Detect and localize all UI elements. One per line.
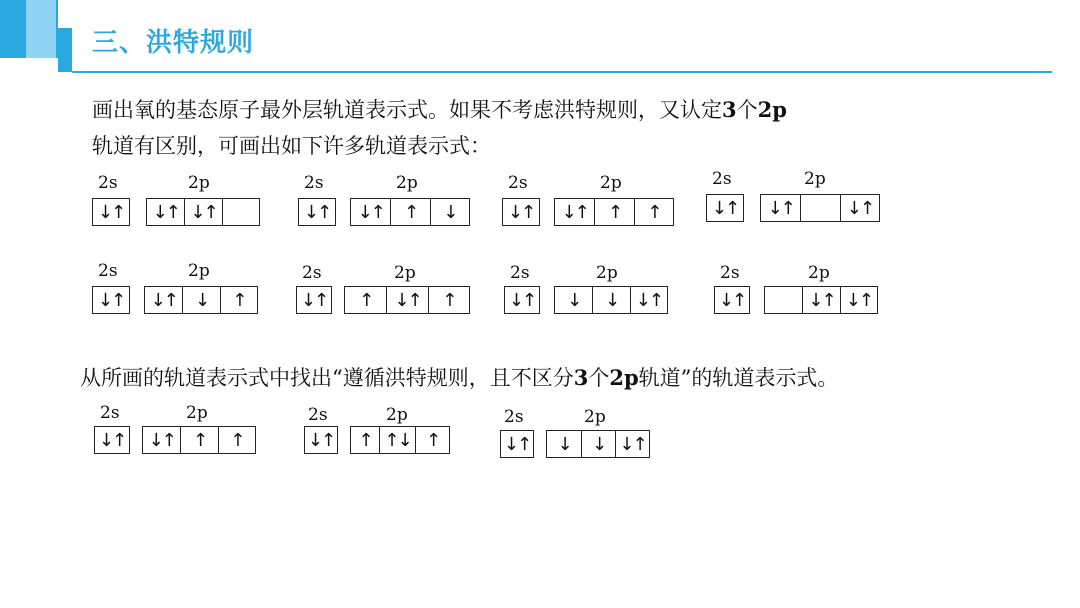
orbital-cell-2p-1: ↓↑ (152, 201, 179, 223)
label-2p: 2p (804, 169, 826, 189)
orbital-cell-2p-1: ↓ (567, 289, 581, 311)
orbital-box-2p (760, 194, 880, 222)
orbital-box-2s (298, 198, 336, 226)
orbital-cell-2p-2 (800, 195, 839, 221)
orbital-cell-2s: ↓↑ (300, 289, 328, 311)
orbital-box-2s (94, 426, 130, 454)
intro-number: 3 (722, 97, 737, 122)
orbital-cell-2s: ↓↑ (307, 429, 335, 451)
question-text-e: 轨道”的轨道表示式。 (638, 366, 839, 390)
header-accent-light (26, 0, 56, 58)
orbital-box-2s (504, 286, 540, 314)
orbital-cell-2p-1 (765, 287, 802, 313)
orbital-box-2p (350, 426, 450, 454)
label-2s: 2s (510, 263, 530, 283)
orbital-box-2s (502, 198, 540, 226)
orbital-box-2p (554, 286, 668, 314)
orbital-box-2s (304, 426, 338, 454)
label-2s: 2s (504, 407, 524, 427)
orbital-cell-2p-2: ↓↑ (184, 199, 221, 225)
orbital-cell-2s: ↓↑ (711, 197, 739, 219)
orbital-cell-2p-3: ↓↑ (840, 287, 877, 313)
orbital-cell-2p-3: ↑ (428, 287, 469, 313)
intro-line-1 (92, 96, 787, 124)
orbital-box-2p (546, 430, 650, 458)
orbital-cell-2p-2: ↓ (592, 287, 629, 313)
orbital-box-2p (146, 198, 260, 226)
orbital-cell-2p-3: ↑ (220, 287, 257, 313)
orbital-cell-2s: ↓↑ (98, 429, 126, 451)
orbital-box-2s (92, 198, 130, 226)
orbital-cell-2s: ↓↑ (508, 289, 536, 311)
question-measure: 个 (588, 366, 610, 390)
label-2s: 2s (100, 403, 120, 423)
orbital-cell-2p-3: ↓↑ (630, 287, 667, 313)
label-2s: 2s (712, 169, 732, 189)
orbital-cell-2p-1: ↓↑ (148, 429, 175, 451)
label-2p: 2p (186, 403, 208, 423)
orbital-box-2s (296, 286, 332, 314)
orbital-cell-2p-3: ↑ (415, 427, 449, 453)
section-title: 三、洪特规则 (92, 28, 255, 58)
orbital-cell-2p-2: ↑ (390, 199, 429, 225)
orbital-cell-2s: ↓↑ (303, 201, 331, 223)
orbital-cell-2p-3 (222, 199, 259, 225)
orbital-box-2p (554, 198, 674, 226)
orbital-cell-2p-3: ↑ (218, 427, 255, 453)
title-underline (72, 71, 1052, 73)
orbital-cell-2p-1: ↓↑ (357, 201, 384, 223)
orbital-cell-2p-2: ↓ (182, 287, 219, 313)
intro-measure: 个 (736, 98, 758, 122)
orbital-cell-2p-1: ↑ (359, 289, 373, 311)
orbital-cell-2p-1: ↓↑ (767, 197, 794, 219)
orbital-cell-2p-3: ↑ (634, 199, 673, 225)
orbital-cell-2p-1: ↓↑ (561, 201, 588, 223)
label-2s: 2s (304, 173, 324, 193)
orbital-cell-2p-3: ↓ (430, 199, 469, 225)
orbital-cell-2p-2: ↑ (180, 427, 217, 453)
orbital-cell-2p-1: ↓↑ (150, 289, 177, 311)
label-2p: 2p (188, 173, 210, 193)
question-orbital: 2p (609, 365, 639, 390)
label-2p: 2p (396, 173, 418, 193)
orbital-box-2p (350, 198, 470, 226)
orbital-box-2p (144, 286, 258, 314)
orbital-cell-2p-1: ↑ (358, 429, 372, 451)
question-text-a: 从所画的轨道表示式中找出“遵循洪特规则，且不区分 (80, 366, 574, 390)
label-2s: 2s (302, 263, 322, 283)
orbital-cell-2s: ↓↑ (507, 201, 535, 223)
orbital-cell-2p-2: ↓↑ (802, 287, 839, 313)
orbital-box-2p (142, 426, 256, 454)
label-2p: 2p (188, 261, 210, 281)
label-2p: 2p (386, 405, 408, 425)
orbital-cell-2p-3: ↓↑ (840, 195, 879, 221)
orbital-cell-2s: ↓↑ (718, 289, 746, 311)
question-number: 3 (573, 365, 589, 390)
orbital-cell-2p-2: ↑ (594, 199, 633, 225)
orbital-box-2s (92, 286, 130, 314)
label-2s: 2s (98, 173, 118, 193)
orbital-box-2s (500, 430, 534, 458)
orbital-cell-2s: ↓↑ (503, 433, 531, 455)
intro-orbital: 2p (757, 97, 787, 122)
label-2p: 2p (394, 263, 416, 283)
orbital-box-2s (714, 286, 750, 314)
label-2s: 2s (720, 263, 740, 283)
orbital-box-2s (706, 194, 744, 222)
orbital-cell-2p-2: ↑↓ (379, 427, 415, 453)
intro-text: 画出氧的基态原子最外层轨道表示式。如果不考虑洪特规则，又认定 (92, 98, 722, 122)
header-accent-bar (58, 28, 72, 72)
orbital-cell-2p-2: ↓ (581, 431, 615, 457)
orbital-box-2p (344, 286, 470, 314)
label-2s: 2s (98, 261, 118, 281)
question-text (80, 364, 838, 392)
label-2s: 2s (508, 173, 528, 193)
label-2p: 2p (596, 263, 618, 283)
intro-line-2: 轨道有区别，可画出如下许多轨道表示式： (92, 134, 491, 158)
orbital-cell-2s: ↓↑ (97, 289, 125, 311)
orbital-cell-2p-2: ↓↑ (386, 287, 427, 313)
orbital-box-2p (764, 286, 878, 314)
orbital-cell-2s: ↓↑ (97, 201, 125, 223)
label-2s: 2s (308, 405, 328, 425)
orbital-cell-2p-3: ↓↑ (615, 431, 649, 457)
label-2p: 2p (808, 263, 830, 283)
orbital-cell-2p-1: ↓ (557, 433, 571, 455)
label-2p: 2p (584, 407, 606, 427)
label-2p: 2p (600, 173, 622, 193)
